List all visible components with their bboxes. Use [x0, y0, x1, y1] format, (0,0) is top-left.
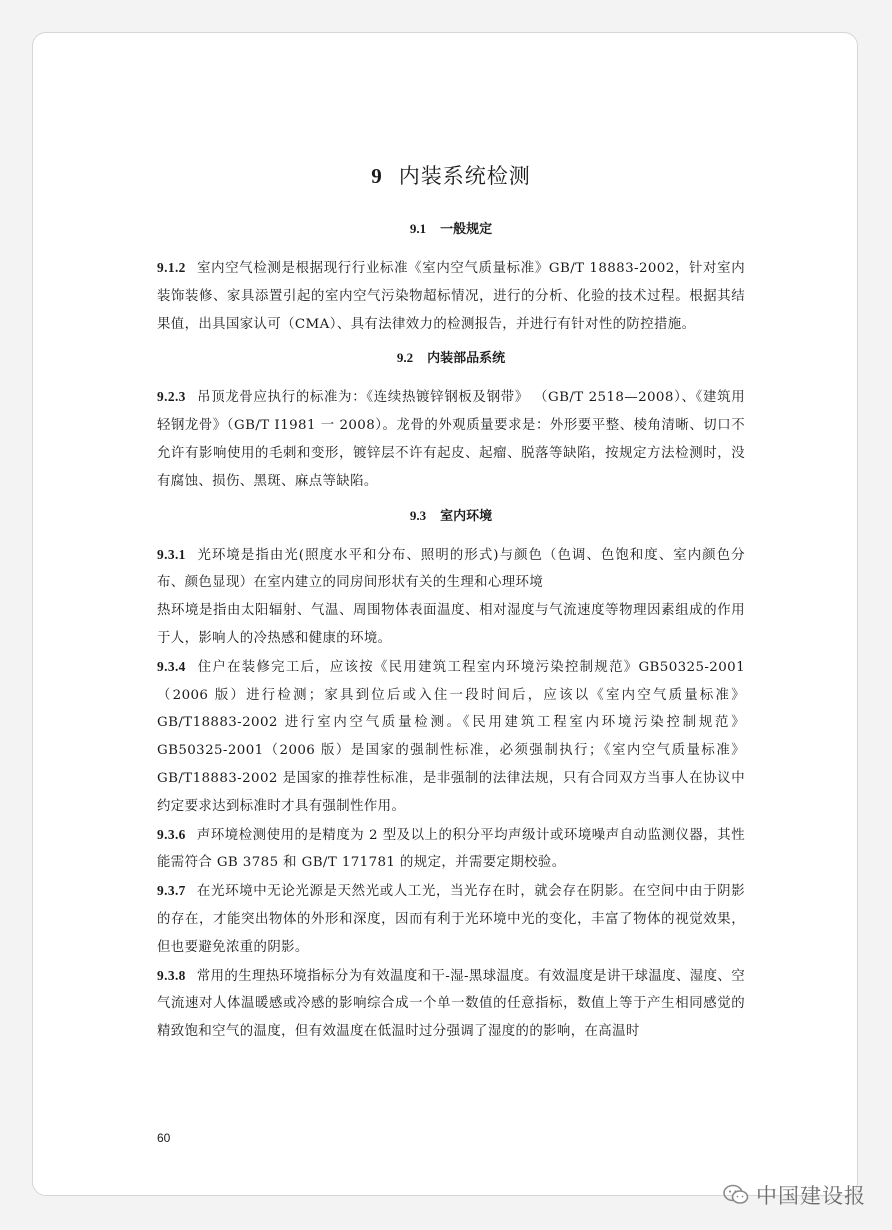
- section-heading-9-2: [157, 348, 745, 369]
- clause-code: 9.2.3: [157, 389, 186, 405]
- clause-9-3-1: [157, 541, 745, 598]
- section-number: 9.3: [409, 507, 427, 523]
- clause-9-3-6: [157, 821, 745, 878]
- clause-text: 光环境是指由光(照度水平和分布、照明的形式)与颜色（色调、色饱和度、室内颜色分布、颜色显现）在室内建立的同房间形状有关的生理和心理环境: [157, 547, 745, 591]
- watermark-text: 中国建设报: [756, 1184, 866, 1208]
- watermark: [722, 1180, 866, 1210]
- section-heading-9-1: [157, 219, 745, 240]
- clause-text: 常用的生理热环境指标分为有效温度和干-湿-黑球温度。有效温度是讲干球温度、湿度、空气流速对人体温暖感或冷感的影响综合成一个单一数值的任意指标，数值上等于产生相同感觉的精致饱和空气的温度，但有效温度在低温时过分强调了湿度的的影响，在高温时: [157, 968, 745, 1040]
- section-number: 9.1: [409, 221, 427, 236]
- clause-text: 住户在装修完工后，应该按《民用建筑工程室内环境污染控制规范》GB50325-2001（2006 版）进行检测；家具到位后或入住一段时间后，应该以《室内空气质量标准》GB/T18883-2002 进行室内空气质量检测。《民用建筑工程室内环境污染控制规范》GB50325-2001（2006 版）是国家的强制性标准，必须强制执行；《室内空气质量标准》GB/T18883-2002 是国家的推荐性标准，是非强制的法律法规，只有合同双方当事人在协议中约定要求达到标准时才具有强制性作用。: [157, 659, 745, 814]
- chapter-title: [157, 161, 745, 191]
- clause-9-1-2: [157, 254, 745, 338]
- clause-9-3-8: [157, 962, 745, 1046]
- clause-text: 在光环境中无论光源是天然光或人工光，当光存在时，就会存在阴影。在空间中由于阴影的存在，才能突出物体的外形和深度，因而有利于光环境中光的变化，丰富了物体的视觉效果，但也要避免浓重的阴影。: [157, 884, 745, 955]
- clause-text: 室内空气检测是根据现行行业标准《室内空气质量标准》GB/T 18883-2002，针对室内装饰装修、家具添置引起的室内空气污染物超标情况，进行的分析、化验的技术过程。根据其结果值，出具国家认可（CMA）、具有法律效力的检测报告，并进行有针对性的防控措施。: [157, 261, 745, 332]
- section-number: 9.2: [396, 350, 414, 366]
- chapter-number: 9: [371, 164, 383, 188]
- document-page: [32, 32, 858, 1196]
- clause-code: 9.3.7: [157, 883, 186, 899]
- clause-text: 声环境检测使用的是精度为 2 型及以上的积分平均声级计或环境噪声自动监测仪器，其性能需符合 GB 3785 和 GB/T 171781 的规定，并需要定期校验。: [157, 827, 745, 871]
- clause-9-3-7: [157, 877, 745, 961]
- page-number: 60: [157, 1131, 171, 1145]
- clause-code: 9.3.8: [157, 967, 186, 983]
- clause-code: 9.3.4: [157, 658, 186, 674]
- section-title: 一般规定: [440, 222, 493, 237]
- page-content: [157, 161, 745, 1046]
- clause-text: 热环境是指由太阳辐射、气温、周围物体表面温度、相对湿度与气流速度等物理因素组成的作用于人，影响人的冷热感和健康的环境。: [157, 603, 745, 646]
- clause-9-3-4: [157, 653, 745, 821]
- clause-9-3-1-continued: [157, 597, 745, 653]
- clause-code: 9.3.6: [157, 826, 186, 842]
- wechat-icon: [722, 1183, 750, 1207]
- clause-text: 吊顶龙骨应执行的标准为：《连续热镀锌钢板及钢带》 （GB/T 2518—2008）、《建筑用轻钢龙骨》（GB/T Ⅰ1981 一 2008）。龙骨的外观质量要求是：外形要平整、棱角清晰、切口不允许有影响使用的毛刺和变形，镀锌层不许有起皮、起瘤、脱落等缺陷，按规定方法检测时，没有腐蚀、损伤、黑斑、麻点等缺陷。: [157, 390, 745, 489]
- section-title: 内装部品系统: [427, 351, 506, 367]
- section-title: 室内环境: [440, 508, 493, 524]
- clause-9-2-3: [157, 383, 745, 495]
- chapter-title-text: 内装系统检测: [398, 164, 531, 188]
- clause-code: 9.1.2: [157, 260, 186, 275]
- section-heading-9-3: [157, 506, 745, 527]
- clause-code: 9.3.1: [157, 546, 186, 562]
